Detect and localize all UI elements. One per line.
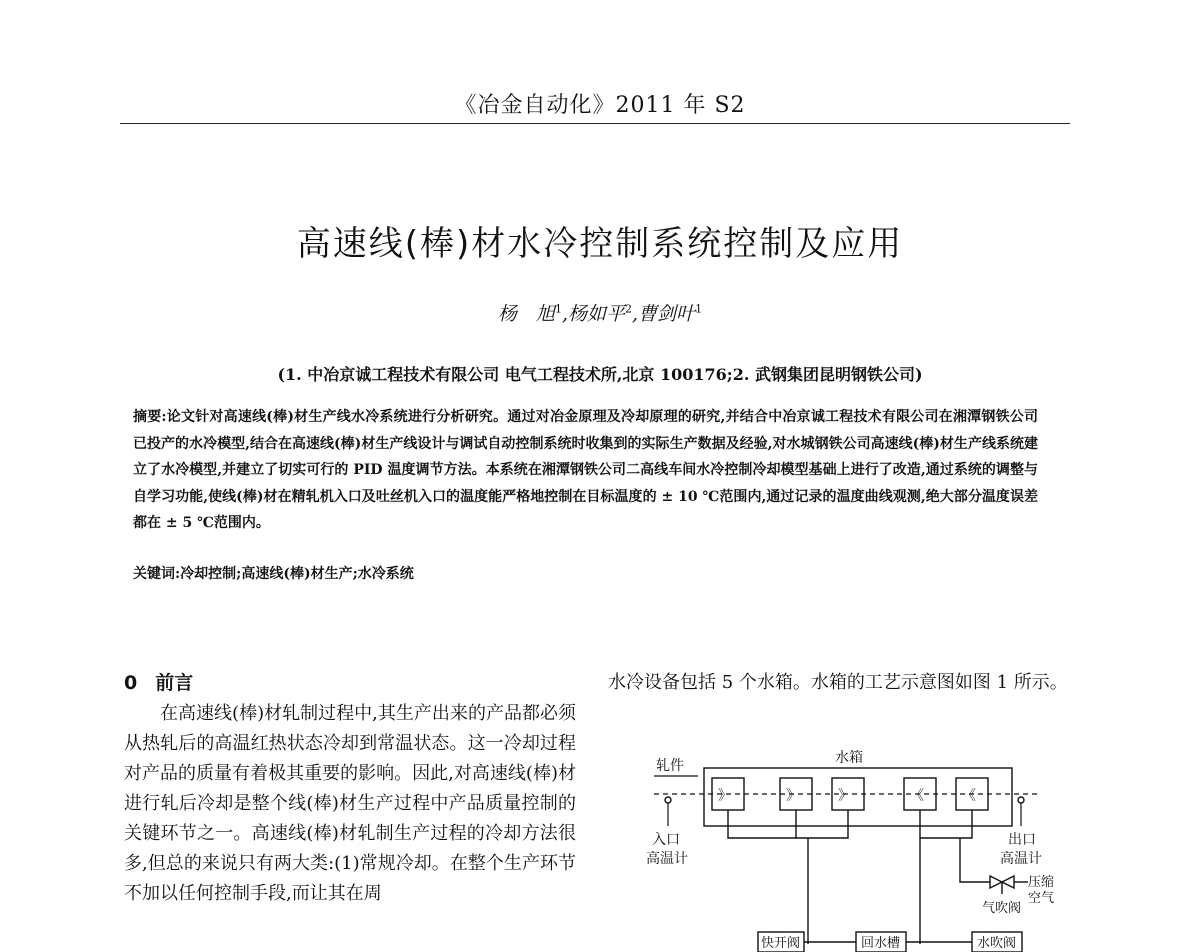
keywords-text: 冷却控制;高速线(棒)材生产;水冷系统 — [180, 566, 414, 582]
keywords — [133, 563, 1038, 583]
fast-valve-label: 快开阀 — [761, 936, 801, 951]
affiliations: (1. 中冶京诚工程技术有限公司 电气工程技术所,北京 100176;2. 武钢集团昆明钢铁公司) — [277, 365, 923, 384]
abstract-label: 摘要: — [133, 409, 167, 425]
outlet-probe-tip — [1018, 797, 1024, 803]
inlet-pyrometer-label: 高温计 — [646, 851, 688, 867]
outlet-pyrometer-label: 高温计 — [1000, 851, 1042, 867]
section-heading — [124, 668, 193, 695]
water-box-process-diagram — [608, 740, 1068, 952]
water-box-label: 水箱 — [835, 750, 863, 766]
inlet-probe-tip — [665, 797, 671, 803]
nozzle-symbol: 《 — [962, 788, 976, 804]
author-list: 杨 旭$^1$,杨如平$^2$,曹剑叶$^1$ — [497, 302, 703, 325]
workpiece-label: 轧件 — [656, 758, 684, 774]
keywords-label: 关键词: — [133, 566, 181, 582]
author-affiliation-mark: 2 — [625, 302, 632, 316]
abstract — [133, 404, 1038, 537]
return-tank-label: 回水槽 — [861, 936, 901, 951]
nozzle-symbol: 《 — [910, 788, 924, 804]
inlet-label: 入口 — [652, 832, 680, 848]
author-name: 杨 旭 — [497, 303, 555, 325]
supply-line-right — [920, 810, 972, 838]
paper-title: 高速线(棒)材水冷控制系统控制及应用 — [296, 224, 904, 264]
body-column-left — [124, 699, 576, 909]
running-header: 《冶金自动化》2011 年 S2 — [454, 93, 746, 118]
compressed-air-label: 压缩 — [1028, 875, 1055, 890]
body-column-right — [608, 668, 1070, 698]
outlet-label: 出口 — [1008, 832, 1036, 848]
nozzle-symbol: 》 — [838, 788, 852, 804]
body-paragraph: 在高速线(棒)材轧制过程中,其生产出来的产品都必须从热轧后的高温红热状态冷却到常温状态。这一冷却过程对产品的质量有着极其重要的影响。因此,对高速线(棒)材进行轧后冷却是整个线(棒)材生产过程中产品质量控制的关键环节之一。高速线(棒)材轧制生产过程的冷却方法很多,但总的来说只有两大类:(1)常规冷却。在整个生产环节不加以任何控制手段,而让其在周 — [124, 703, 576, 904]
compressed-air-label-2: 空气 — [1028, 891, 1055, 906]
author-affiliation-mark: 1 — [695, 302, 703, 316]
body-paragraph: 水冷设备包括 5 个水箱。水箱的工艺示意图如图 1 所示。 — [608, 672, 1068, 693]
author-affiliation-mark: 1 — [554, 302, 562, 316]
author-name: 杨如平 — [567, 303, 625, 325]
abstract-text: 论文针对高速线(棒)材生产线水冷系统进行分析研究。通过对冶金原理及冷却原理的研究,并结合中冶京诚工程技术有限公司在湘潭钢铁公司已投产的水冷模型,结合在高速线(棒)材生产线设计与调试自动控制系统时收集到的实际生产数据及经验,对水城钢铁公司高速线(棒)材生产线系统建立了水冷模型,并建立了切实可行的 PID 温度调节方法。本系统在湘潭钢铁公司二高线车间水冷控制冷却模型基础上进行了改造,通过系统的调整与自学习功能,使线(棒)材在精轧机入口及吐丝机入口的温度能严格地控制在目标温度的 ± 10 ℃范围内,通过记录的温度曲线观测,绝大部分温度误差都在 ± 5 ℃范围内。 — [133, 409, 1038, 531]
air-valve-label: 气吹阀 — [982, 901, 1022, 916]
nozzle-symbol: 》 — [718, 788, 732, 804]
author-name: 曹剑叶 — [638, 303, 696, 325]
nozzle-symbol: 》 — [786, 788, 800, 804]
header-rule — [120, 123, 1070, 124]
water-valve-label: 水吹阀 — [977, 936, 1017, 951]
section-title: 前言 — [155, 672, 194, 694]
supply-line-left — [728, 810, 848, 838]
air-line — [960, 838, 990, 882]
section-number: 0 — [124, 672, 138, 694]
